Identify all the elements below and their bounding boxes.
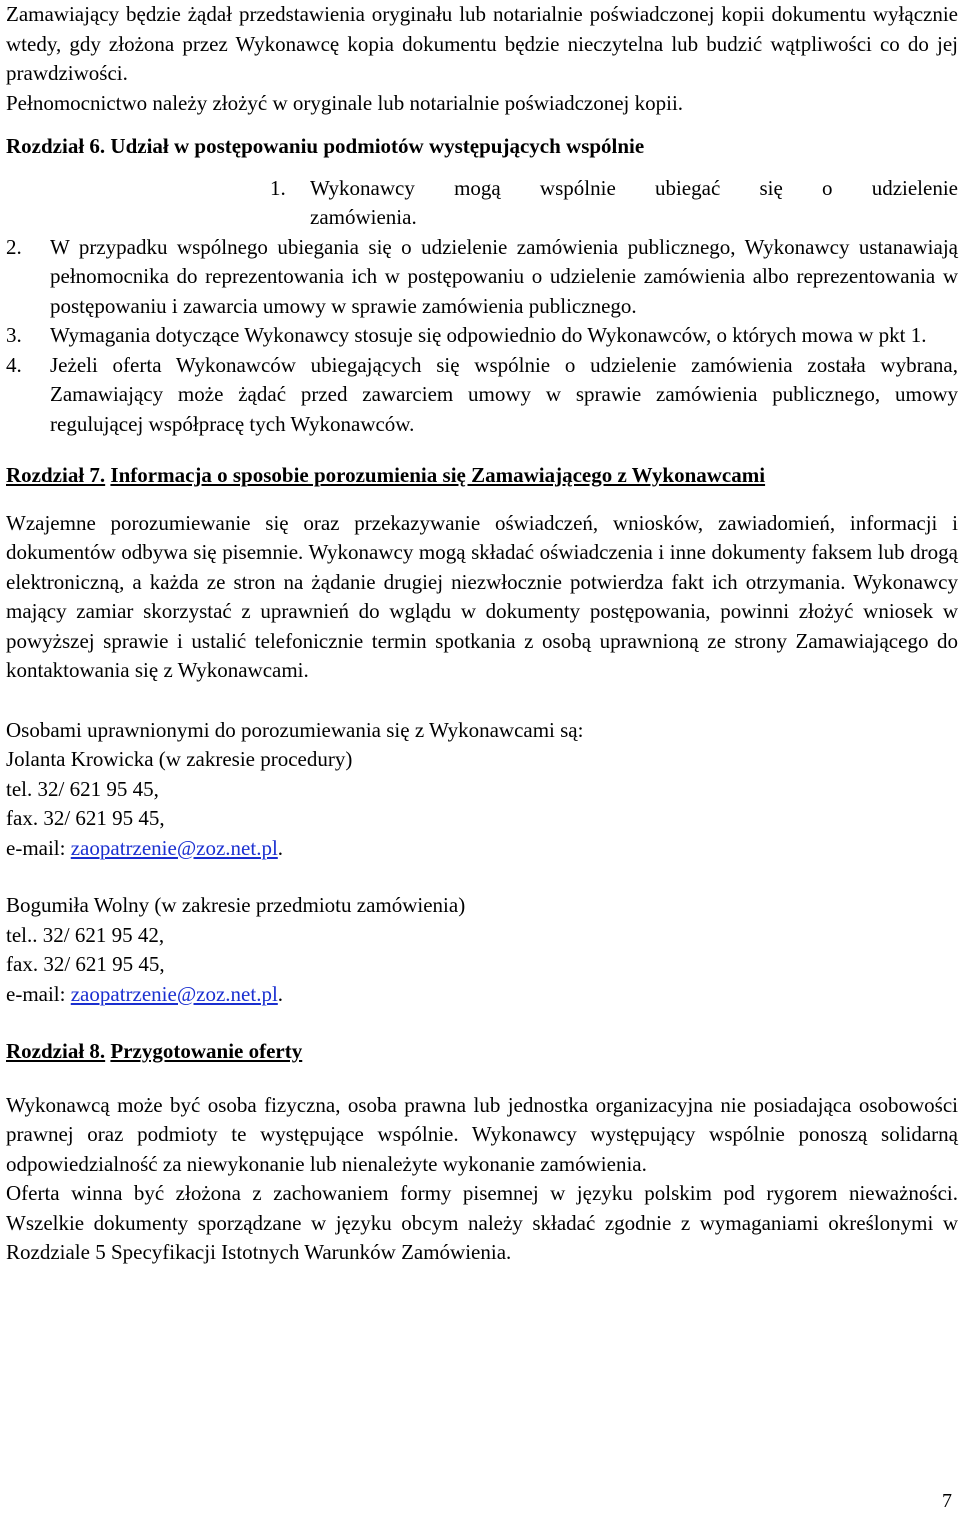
chapter6-item-4 [6,351,958,440]
list-item-number: 2. [6,234,22,259]
chapter7-title: Informacja o sposobie porozumienia się Zamawiającego z Wykonawcami [110,463,766,487]
intro-paragraph-1: Zamawiający będzie żądał przedstawienia oryginału lub notarialnie poświadczonej kopii dokumentu wyłącznie wtedy, gdy złożona przez Wykonawcę kopia dokumentu będzie nieczytelna lub budzić wątpliwości co do jej prawdziwości. [6,2,958,85]
contact-tel: tel. 32/ 621 95 45, [6,776,159,801]
contact-name: Bogumiła Wolny (w zakresie przedmiotu zamówienia) [6,893,466,917]
chapter6-item-3 [6,321,958,351]
chapter6-item-1 [6,174,958,233]
contacts-intro: Osobami uprawnionymi do porozumiewania się z Wykonawcami są: [6,717,584,742]
list-item-text: Wymagania dotyczące Wykonawcy stosuje się odpowiednio do Wykonawców, o których mowa w pkt 1. [50,323,927,347]
email-link[interactable]: zaopatrzenie@zoz.net.pl [70,981,278,1006]
contact-email-line [6,980,958,1010]
list-item-text: W przypadku wspólnego ubiegania się o udzielenie zamówienia publicznego, Wykonawcy ustanawiają pełnomocnika do reprezentowania ich w postępowaniu o udzielenie zamówienia albo reprezentowania w postępowaniu i zawarcia umowy w sprawie zamówienia publicznego. [50,234,958,318]
chapter7-paragraph: Wzajemne porozumiewanie się oraz przekazywanie oświadczeń, wniosków, zawiadomień, informacji i dokumentów odbywa się pisemnie. Wykonawcy mogą składać oświadczenia i inne dokumenty faksem lub drogą elektroniczną, a każda ze stron na żądanie drugiej niezwłocznie potwierdza fakt ich otrzymania. Wykonawcy mający zamiar skorzystać z uprawnień do wglądu w dokumenty postępowania, powinni złożyć wniosek w powyższej sprawie i ustalić telefonicznie termin spotkania z osobą uprawnioną ze strony Zamawiającego do kontaktowania się z Wykonawcami. [6,510,958,682]
contact-tel: tel.. 32/ 621 95 42, [6,922,165,947]
chapter7-label: Rozdział 7. [6,463,106,487]
chapter6-heading: Rozdział 6. Udział w postępowaniu podmiotów występujących wspólnie [6,134,645,158]
contact-email-line [6,834,958,864]
email-link[interactable]: zaopatrzenie@zoz.net.pl [70,835,278,860]
list-item-number: 4. [6,352,22,377]
contact-block-2 [6,891,958,1009]
chapter8-heading [6,1037,958,1067]
contact-fax: fax. 32/ 621 95 45, [6,806,165,830]
document-page [6,0,958,1268]
chapter8-label: Rozdział 8. [6,1039,106,1063]
intro-paragraph-2: Pełnomocnictwo należy złożyć w oryginale lub notarialnie poświadczonej kopii. [6,90,684,115]
chapter7-heading [6,461,958,491]
chapter8-paragraph-2: Oferta winna być złożona z zachowaniem formy pisemnej w języku polskim pod rygorem nieważności. Wszelkie dokumenty sporządzane w języku obcym należy składać zgodnie z wymaganiami określonymi w Rozdziale 5 Specyfikacji Istotnych Warunków Zamówienia. [6,1181,958,1264]
chapter8-title: Przygotowanie oferty [110,1039,303,1063]
contact-block-1 [6,745,958,863]
email-label: e-mail: [6,835,71,860]
list-item-number: 3. [6,323,22,347]
email-suffix: . [277,981,284,1006]
list-item-text: Wykonawcy mogą wspólnie ubiegać się o udzielenie zamówienia. [310,175,958,229]
contact-fax: fax. 32/ 621 95 45, [6,952,165,976]
list-item-text: Jeżeli oferta Wykonawców ubiegających się wspólnie o udzielenie zamówienia została wybrana, Zamawiający może żądać przed zawarciem umowy w sprawie zamówienia publicznego, umowy regulującej współpracę tych Wykonawców. [50,352,958,436]
chapter6-item-2 [6,233,958,322]
email-label: e-mail: [6,981,71,1006]
email-suffix: . [277,835,284,860]
chapter8-paragraph-1: Wykonawcą może być osoba fizyczna, osoba prawna lub jednostka organizacyjna nie posiadająca osobowości prawnej oraz podmioty te występujące wspólnie. Wykonawcy występujący wspólnie ponoszą solidarną odpowiedzialność za niewykonanie lub nienależyte wykonanie zamówienia. [6,1092,958,1176]
page-number: 7 [942,1490,952,1512]
list-item-number: 1. [270,175,286,200]
contact-name: Jolanta Krowicka (w zakresie procedury) [6,747,353,771]
